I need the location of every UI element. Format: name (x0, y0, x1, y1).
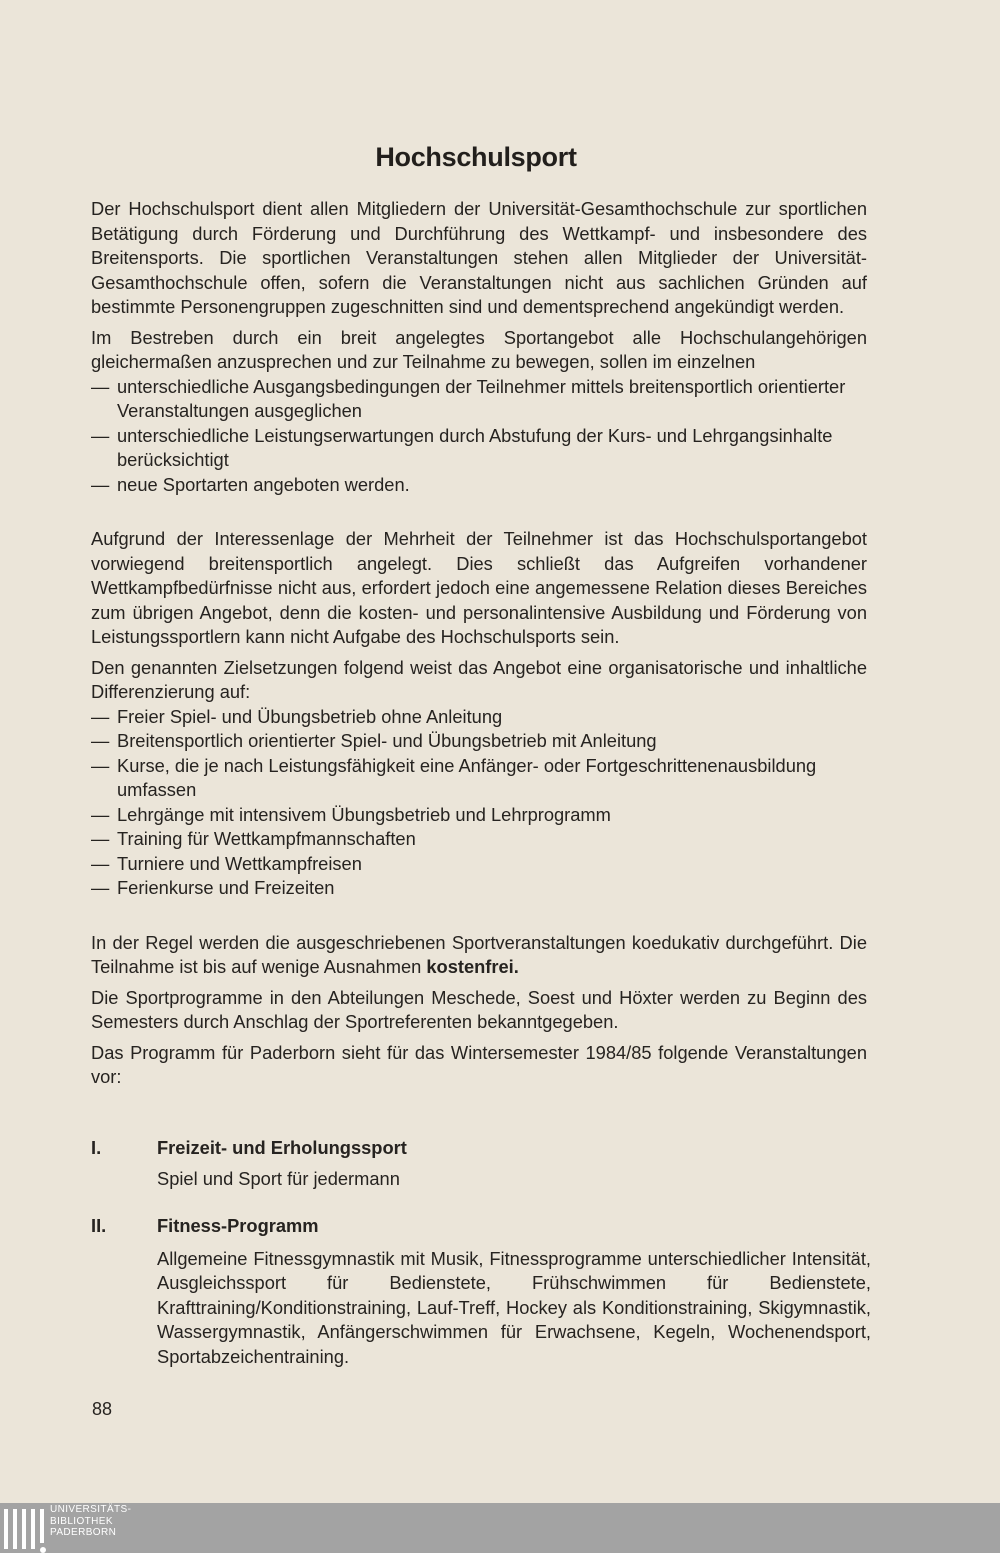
section-description: Allgemeine Fitnessgymnastik mit Musik, Fitnessprogramme unterschiedlicher Intensität, Ausgleichssport für Bedienstete, Frühschwimmen für Bedienstete, Krafttraining/Konditionstraining, Lauf-Treff, Hockey als Konditionstraining, Skigymnastik, Wassergymnastik, Anfängerschwimmen für Erwachsene, Kegeln, Wochenendsport, Sportabzeichentraining. (157, 1247, 871, 1367)
list-item: — unterschiedliche Ausgangsbedingungen der Teilnehmer mittels breitensportlich orientierter Veranstaltungen ausgeglichen (91, 375, 867, 424)
list-item: — Training für Wettkampfmannschaften (91, 827, 867, 852)
library-name-line: UNIVERSITÄTS- (50, 1504, 132, 1515)
section-description: Spiel und Sport für jedermann (157, 1167, 400, 1189)
section-title: Fitness-Programm (157, 1215, 319, 1236)
list-item: — Turniere und Wettkampfreisen (91, 852, 867, 877)
rule-paragraph (91, 931, 867, 980)
section-title: Freizeit- und Erholungssport (157, 1137, 407, 1158)
offers-list (91, 705, 867, 901)
goals-list (91, 375, 867, 498)
branches-paragraph: Die Sportprogramme in den Abteilungen Meschede, Soest und Höxter werden zu Beginn des Semesters durch Anschlag der Sportreferenten bekanntgegeben. (91, 986, 867, 1032)
list-item: — Freier Spiel- und Übungsbetrieb ohne Anleitung (91, 705, 867, 730)
list-item: — Ferienkurse und Freizeiten (91, 876, 867, 901)
intro-paragraph: Der Hochschulsport dient allen Mitgliedern der Universität-Gesamthochschule zur sportlichen Betätigung durch Förderung und Durchführung des Wettkampf- und insbesondere des Breitensports. Die sportlichen Veranstaltungen stehen allen Mitglieder der Universität-Gesamthochschule offen, sofern die Veranstaltungen nicht aus sachlichen Gründen auf bestimmte Personengruppen zugeschnitten sind und dementsprechend angekündigt werden. (91, 198, 867, 317)
orientation-paragraph: Aufgrund der Interessenlage der Mehrheit der Teilnehmer ist das Hochschulsportangebot vorwiegend breitensportlich angelegt. Dies schließt das Aufgreifen vorhandener Wettkampfbedürfnisse nicht aus, erfordert jedoch eine angemessene Relation dieses Bereiches zum übrigen Angebot, denn die kosten- und personalintensive Ausbildung und Förderung von Leistungssportlern kann nicht Aufgabe des Hochschulsports sein. (91, 528, 867, 647)
section-number: I. (91, 1137, 102, 1158)
list-item: — neue Sportarten angeboten werden. (91, 473, 867, 498)
list-item: — Lehrgänge mit intensivem Übungsbetrieb und Lehrprogramm (91, 803, 867, 828)
main-text (91, 197, 867, 1090)
library-name-line: PADERBORN (50, 1527, 117, 1538)
list-item: — Kurse, die je nach Leistungsfähigkeit eine Anfänger- oder Fortgeschrittenenausbildung umfassen (91, 754, 867, 803)
program-section-1 (91, 1136, 871, 1191)
list-item: — Breitensportlich orientierter Spiel- und Übungsbetrieb mit Anleitung (91, 729, 867, 754)
list-item: — unterschiedliche Leistungserwartungen durch Abstufung der Kurs- und Lehrgangsinhalte berücksichtigt (91, 424, 867, 473)
goals-intro-paragraph: Im Bestreben durch ein breit angelegtes Sportangebot alle Hochschulangehörigen gleichermaßen anzusprechen und zur Teilnahme zu bewegen, sollen im einzelnen (91, 326, 867, 372)
differentiation-intro-paragraph: Den genannten Zielsetzungen folgend weist das Angebot eine organisatorische und inhaltliche Differenzierung auf: (91, 656, 867, 702)
page-title: Hochschulsport (375, 142, 577, 173)
page-number: 88 (92, 1399, 113, 1419)
rule-text: In der Regel werden die ausgeschriebenen Sportveranstaltungen koedukativ durchgeführt. Die Teilnahme ist bis auf wenige Ausnahmen (91, 931, 867, 977)
section-number: II. (91, 1215, 107, 1236)
program-intro-paragraph: Das Programm für Paderborn sieht für das Wintersemester 1984/85 folgende Veranstaltungen vor: (91, 1041, 867, 1087)
library-name-line: BIBLIOTHEK (50, 1515, 113, 1527)
rule-bold-text: kostenfrei. (426, 956, 519, 977)
library-footer (0, 1503, 1000, 1553)
library-name (50, 1504, 131, 1539)
program-section-2 (91, 1214, 871, 1369)
